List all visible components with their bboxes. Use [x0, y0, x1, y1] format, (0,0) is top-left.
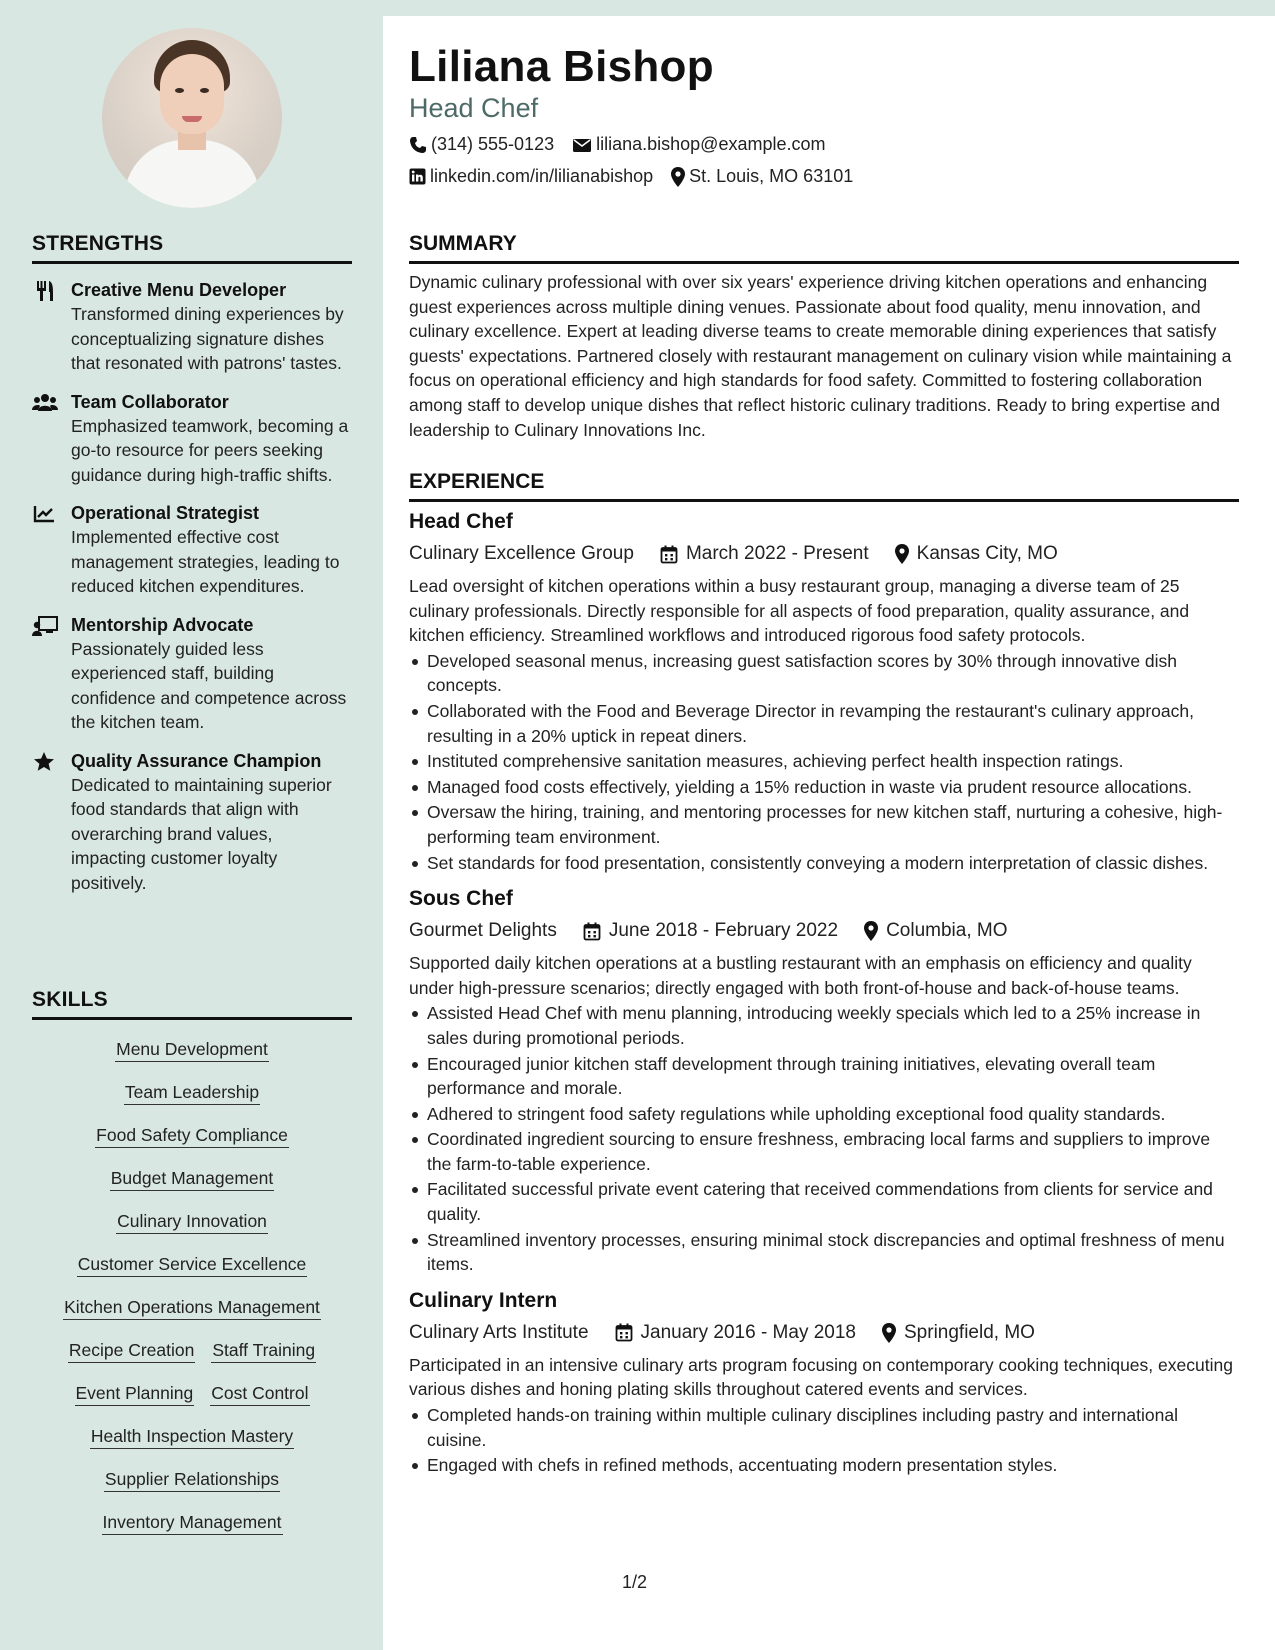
map-pin-icon	[864, 921, 878, 941]
map-pin-icon	[882, 1323, 896, 1343]
job-title: Sous Chef	[409, 887, 513, 911]
experience-heading: EXPERIENCE	[409, 470, 1239, 502]
skill-tag: Inventory Management	[102, 1511, 283, 1535]
job-entry	[409, 1287, 1239, 1478]
email-contact[interactable]	[572, 134, 825, 155]
bullet-item: Facilitated successful private event catering that received commendations from clients for service and quality.	[409, 1177, 1239, 1226]
bullet-item: Completed hands-on training within multiple culinary disciplines including pastry and international cuisine.	[409, 1403, 1239, 1452]
linkedin-icon	[409, 168, 426, 185]
utensils-icon	[32, 280, 58, 302]
strength-item	[32, 613, 352, 735]
strengths-section	[32, 232, 352, 895]
job-meta	[409, 540, 1239, 568]
job-bullets	[409, 649, 1239, 875]
bullet-item: Adhered to stringent food safety regulations while upholding exceptional food quality standards.	[409, 1102, 1239, 1127]
bullet-item: Set standards for food presentation, consistently conveying a modern interpretation of classic dishes.	[409, 851, 1239, 876]
job-location: Springfield, MO	[904, 1321, 1035, 1343]
strength-item	[32, 278, 352, 376]
skill-tag: Cost Control	[210, 1382, 309, 1406]
skills-list	[32, 1038, 352, 1554]
bullet-item: Encouraged junior kitchen staff development through training initiatives, elevating overall team performance and morale.	[409, 1052, 1239, 1101]
phone-icon	[409, 136, 427, 154]
skill-tag: Staff Training	[211, 1339, 316, 1363]
job-entry	[409, 508, 1239, 875]
strength-title: Creative Menu Developer	[71, 280, 287, 300]
skill-tag: Supplier Relationships	[104, 1468, 280, 1492]
calendar-icon	[660, 545, 678, 564]
bullet-item: Managed food costs effectively, yielding a 15% reduction in waste via prudent resource allocations.	[409, 775, 1239, 800]
contact-row	[409, 134, 825, 155]
summary-text: Dynamic culinary professional with over six years' experience driving kitchen operations and enhancing guest experiences across multiple dining venues. Passionate about food quality, menu innovation, and culinary excellence. Expert at leading diverse teams to create memorable dining experiences that satisfy guests' expectations. Partnered closely with restaurant management on culinary vision while maintaining a focus on operational efficiency and high standards for food safety. Committed to fostering collaboration among staff to develop unique dishes that reflect historic culinary traditions. Ready to bring expertise and leadership to Culinary Innovations Inc.	[409, 272, 1232, 440]
job-company: Gourmet Delights	[409, 920, 557, 942]
bullet-item: Developed seasonal menus, increasing guest satisfaction scores by 30% through innovative dish concepts.	[409, 649, 1239, 698]
strength-description: Emphasized teamwork, becoming a go-to resource for peers seeking guidance during high-traffic shifts.	[71, 415, 349, 485]
skill-tag: Menu Development	[115, 1038, 269, 1062]
users-icon	[32, 392, 58, 414]
strength-title: Quality Assurance Champion	[71, 750, 322, 771]
bullet-item: Oversaw the hiring, training, and mentoring processes for new kitchen staff, nurturing a cohesive, high-performing team environment.	[409, 800, 1239, 849]
skill-tag: Budget Management	[110, 1167, 274, 1191]
chart-line-icon	[32, 503, 58, 525]
strengths-heading: STRENGTHS	[32, 232, 352, 264]
skill-tag: Recipe Creation	[68, 1339, 195, 1363]
job-dates: June 2018 - February 2022	[608, 920, 839, 942]
strength-description: Implemented effective cost management strategies, leading to reduced kitchen expenditures.	[71, 527, 340, 596]
map-pin-icon	[895, 544, 909, 564]
strength-item	[32, 501, 352, 599]
bullet-item: Instituted comprehensive sanitation measures, achieving perfect health inspection ratings.	[409, 749, 1239, 774]
skill-tag: Kitchen Operations Management	[63, 1296, 321, 1320]
job-bullets	[409, 1403, 1239, 1478]
strength-title: Mentorship Advocate	[71, 614, 254, 635]
strength-description: Dedicated to maintaining superior food standards that align with overarching brand values, impacting customer loyalty positively.	[71, 774, 332, 893]
bullet-item: Coordinated ingredient sourcing to ensure freshness, embracing local farms and suppliers to improve the farm-to-table experience.	[409, 1127, 1239, 1176]
strength-item	[32, 749, 352, 896]
job-description: Supported daily kitchen operations at a bustling restaurant with an emphasis on efficiency and quality under high-pressure scenarios; directly engaged with both front-of-house and back-of-house teams.	[409, 953, 1192, 998]
job-entry	[409, 885, 1239, 1277]
skills-section	[32, 988, 352, 1554]
strength-title: Team Collaborator	[71, 391, 229, 412]
job-meta	[409, 917, 1239, 945]
skill-tag: Customer Service Excellence	[77, 1253, 308, 1277]
skill-tag: Culinary Innovation	[116, 1210, 268, 1234]
experience-section	[409, 470, 1239, 1479]
phone-contact	[409, 134, 554, 155]
email-text[interactable]: liliana.bishop@example.com	[596, 134, 826, 154]
avatar	[102, 28, 282, 208]
job-company: Culinary Arts Institute	[409, 1321, 589, 1343]
strength-description: Passionately guided less experienced staff, building confidence and competence across the kitchen team.	[71, 638, 347, 732]
skills-heading: SKILLS	[32, 988, 352, 1020]
star-icon	[32, 751, 58, 773]
linkedin-text[interactable]: linkedin.com/in/lilianabishop	[430, 166, 654, 186]
linkedin-contact[interactable]	[409, 166, 653, 187]
job-dates: March 2022 - Present	[685, 543, 869, 564]
job-description: Participated in an intensive culinary arts program focusing on contemporary cooking techniques, executing various dishes and honing plating skills throughout catered events and services.	[409, 1354, 1233, 1400]
job-meta	[409, 1319, 1239, 1347]
envelope-icon	[572, 137, 592, 153]
candidate-title: Head Chef	[409, 93, 539, 123]
bullet-item: Engaged with chefs in refined methods, accentuating modern presentation styles.	[409, 1453, 1239, 1478]
chalkboard-teacher-icon	[32, 615, 58, 637]
sidebar	[0, 0, 383, 1650]
summary-heading: SUMMARY	[409, 232, 1239, 264]
strength-description: Transformed dining experiences by conceptualizing signature dishes that resonated with patrons' tastes.	[71, 304, 344, 373]
skill-tag: Food Safety Compliance	[95, 1124, 289, 1148]
strength-item	[32, 390, 352, 488]
job-dates: January 2016 - May 2018	[640, 1321, 856, 1343]
job-title: Culinary Intern	[409, 1288, 558, 1312]
location-contact	[671, 166, 853, 187]
location-text: St. Louis, MO 63101	[689, 166, 854, 186]
job-location: Columbia, MO	[886, 920, 1008, 942]
skill-tag: Health Inspection Mastery	[90, 1425, 294, 1449]
page-indicator: 1/2	[622, 1572, 648, 1592]
map-pin-icon	[671, 167, 685, 187]
phone-text: (314) 555-0123	[431, 134, 555, 154]
job-company: Culinary Excellence Group	[409, 543, 634, 564]
strength-title: Operational Strategist	[71, 503, 260, 523]
skill-tag: Team Leadership	[124, 1081, 260, 1105]
summary-section	[409, 232, 1239, 442]
job-bullets	[409, 1001, 1239, 1277]
main-content	[409, 0, 1239, 1650]
bullet-item: Assisted Head Chef with menu planning, introducing weekly specials which led to a 25% increase in sales during promotional periods.	[409, 1001, 1239, 1050]
job-location: Kansas City, MO	[916, 543, 1058, 564]
candidate-name: Liliana Bishop	[409, 42, 714, 91]
bullet-item: Streamlined inventory processes, ensuring minimal stock discrepancies and optimal freshness of menu items.	[409, 1228, 1239, 1277]
skill-tag: Event Planning	[75, 1382, 195, 1406]
job-title: Head Chef	[409, 510, 513, 533]
calendar-icon	[615, 1323, 633, 1342]
job-description: Lead oversight of kitchen operations within a busy restaurant group, managing a diverse team of 25 culinary professionals. Directly responsible for all aspects of food preparation, quality assurance, and kitchen efficiency. Streamlined workflows and introduced rigorous food safety protocols.	[409, 576, 1190, 646]
contact-row	[409, 166, 853, 187]
calendar-icon	[583, 922, 601, 941]
bullet-item: Collaborated with the Food and Beverage Director in revamping the restaurant's culinary approach, resulting in a 20% uptick in repeat diners.	[409, 699, 1239, 748]
